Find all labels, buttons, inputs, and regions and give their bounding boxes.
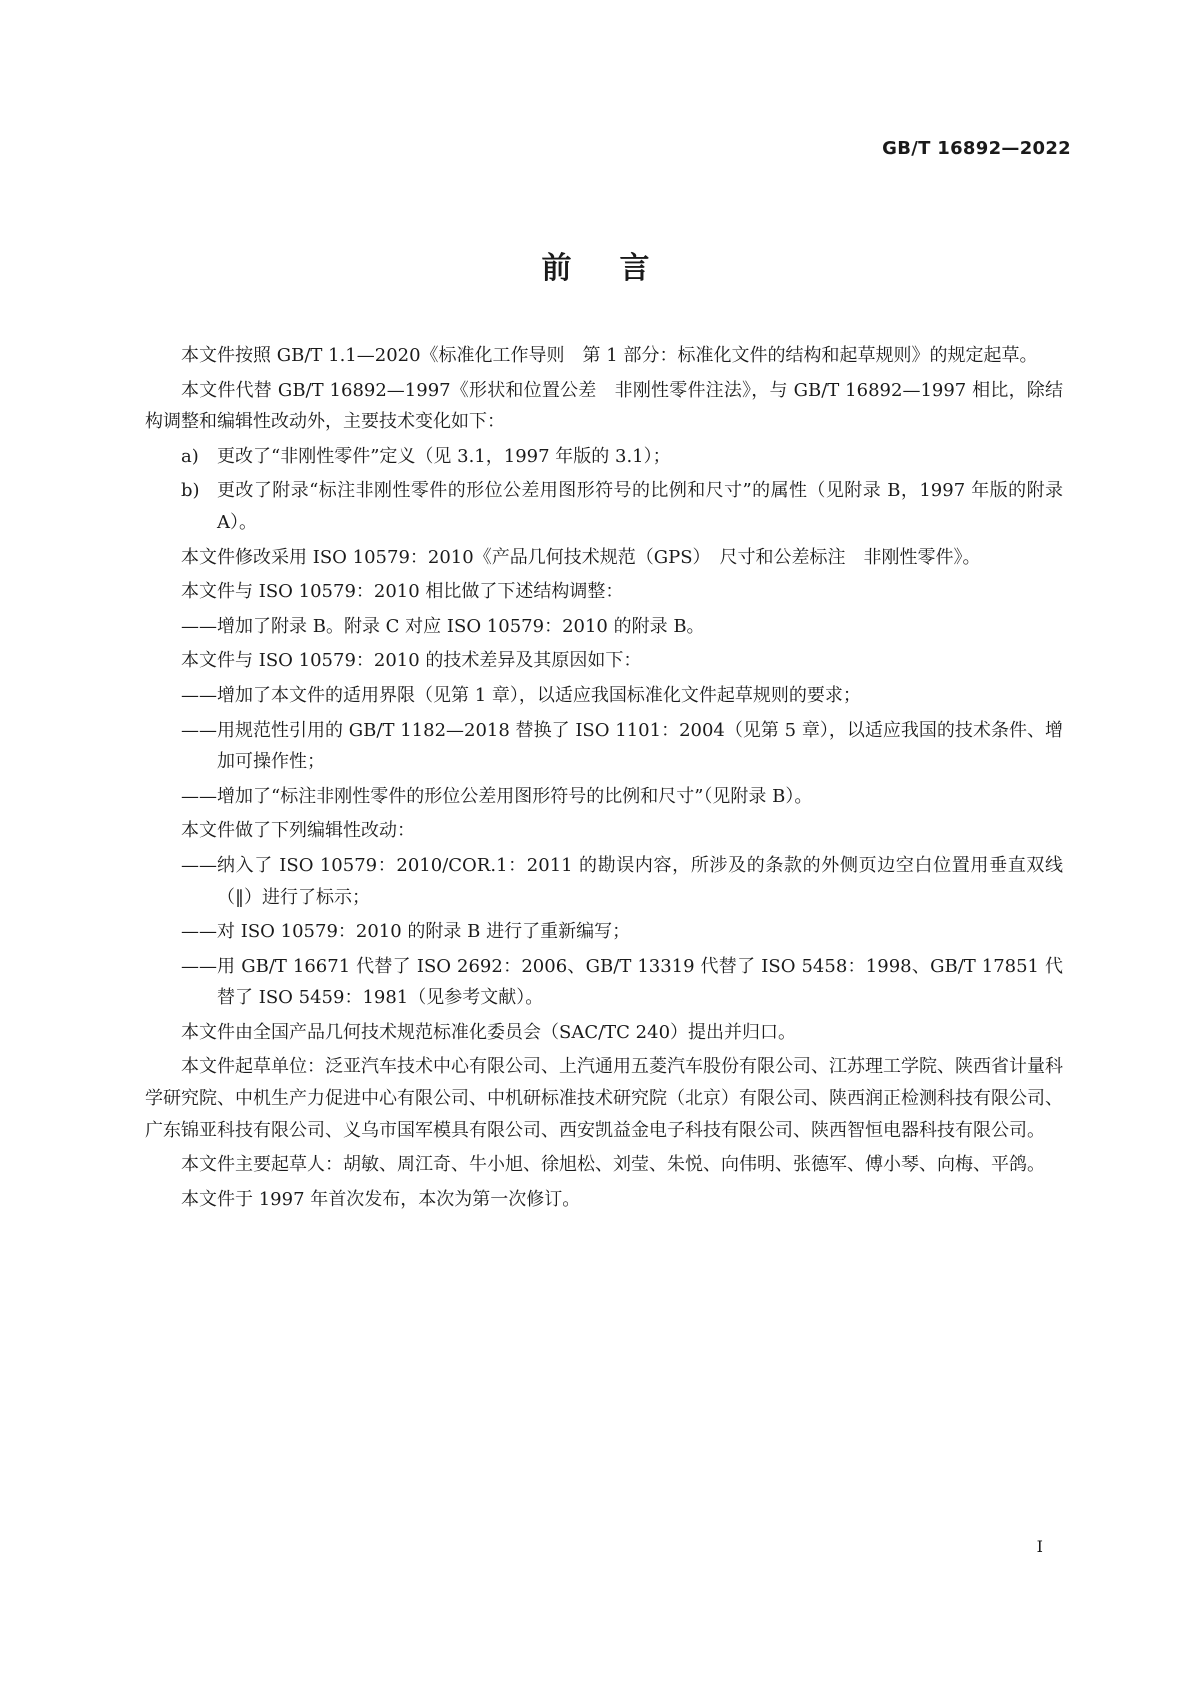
dash-item: [181, 951, 1063, 1014]
page-title: 前言: [541, 251, 698, 286]
dash-marker: ——: [181, 854, 217, 876]
list-item-text: 更改了附录“标注非刚性零件的形位公差用图形符号的比例和尺寸”的属性（见附录 B，1997 年版的附录 A）。: [217, 480, 1063, 533]
dash-marker: ——: [181, 955, 217, 977]
paragraph: 本文件按照 GB/T 1.1—2020《标准化工作导则 第 1 部分：标准化文件的结构和起草规则》的规定起草。: [181, 345, 1038, 366]
dash-item-text: 增加了“标注非刚性零件的形位公差用图形符号的比例和尺寸”（见附录 B）。: [217, 785, 813, 807]
list-marker: b): [181, 480, 200, 502]
paragraph: 本文件修改采用 ISO 10579：2010《产品几何技术规范（GPS） 尺寸和公差标注 非刚性零件》。: [181, 546, 981, 568]
paragraph: 本文件起草单位：泛亚汽车技术中心有限公司、上汽通用五菱汽车股份有限公司、江苏理工学院、陕西省计量科学研究院、中机生产力促进中心有限公司、中机研标准技术研究院（北京）有限公司、陕西润正检测科技有限公司、广东锦亚科技有限公司、义乌市国军模具有限公司、西安凯益金电子科技有限公司、陕西智恒电器科技有限公司。: [145, 1056, 1063, 1141]
dash-item-text: 对 ISO 10579：2010 的附录 B 进行了重新编写；: [217, 921, 631, 943]
dash-item-text: 增加了附录 B。附录 C 对应 ISO 10579：2010 的附录 B。: [217, 615, 705, 637]
paragraph: 本文件于 1997 年首次发布，本次为第一次修订。: [181, 1188, 581, 1210]
list-item: [181, 475, 1063, 538]
dash-item: [181, 850, 1063, 913]
paragraph: 本文件与 ISO 10579：2010 的技术差异及其原因如下：: [181, 650, 642, 672]
dash-item-text: 纳入了 ISO 10579：2010/COR.1：2011 的勘误内容，所涉及的条款的外侧页边空白位置用垂直双线（‖）进行了标示；: [217, 854, 1063, 908]
paragraph: 本文件代替 GB/T 16892—1997《形状和位置公差 非刚性零件注法》，与 GB/T 16892—1997 相比，除结构调整和编辑性改动外，主要技术变化如下：: [145, 379, 1063, 433]
dash-item: [181, 680, 1063, 712]
dash-item-text: 用 GB/T 16671 代替了 ISO 2692：2006、GB/T 13319 代替了 ISO 5458：1998、GB/T 17851 代替了 ISO 5459：1981（见参考文献）。: [217, 955, 1063, 1009]
dash-item: [181, 916, 1063, 948]
list-marker: a): [181, 445, 199, 467]
paragraph: 本文件做了下列编辑性改动：: [181, 820, 415, 842]
dash-item: [181, 715, 1063, 778]
dash-marker: ——: [181, 719, 217, 741]
paragraph: 本文件与 ISO 10579：2010 相比做了下述结构调整：: [181, 581, 624, 603]
paragraph: 本文件由全国产品几何技术规范标准化委员会（SAC/TC 240）提出并归口。: [181, 1021, 797, 1043]
paragraph: 本文件主要起草人：胡敏、周江奇、牛小旭、徐旭松、刘莹、朱悦、向伟明、张德军、傅小琴、向梅、平鸽。: [181, 1154, 1045, 1176]
dash-marker: ——: [181, 684, 217, 706]
list-item-text: 更改了“非刚性零件”定义（见 3.1，1997 年版的 3.1）；: [217, 445, 671, 467]
dash-item: [181, 781, 1063, 813]
dash-marker: ——: [181, 785, 217, 807]
page-number: I: [1036, 1537, 1043, 1556]
list-item: [181, 441, 1063, 473]
foreword-body: [145, 340, 1063, 1218]
dash-marker: ——: [181, 615, 217, 637]
standard-number: GB/T 16892—2022: [882, 138, 1071, 159]
dash-item-text: 用规范性引用的 GB/T 1182—2018 替换了 ISO 1101：2004（见第 5 章），以适应我国的技术条件、增加可操作性；: [217, 719, 1063, 773]
dash-item-text: 增加了本文件的适用界限（见第 1 章），以适应我国标准化文件起草规则的要求；: [217, 684, 861, 706]
dash-marker: ——: [181, 921, 217, 943]
dash-item: [181, 611, 1063, 643]
